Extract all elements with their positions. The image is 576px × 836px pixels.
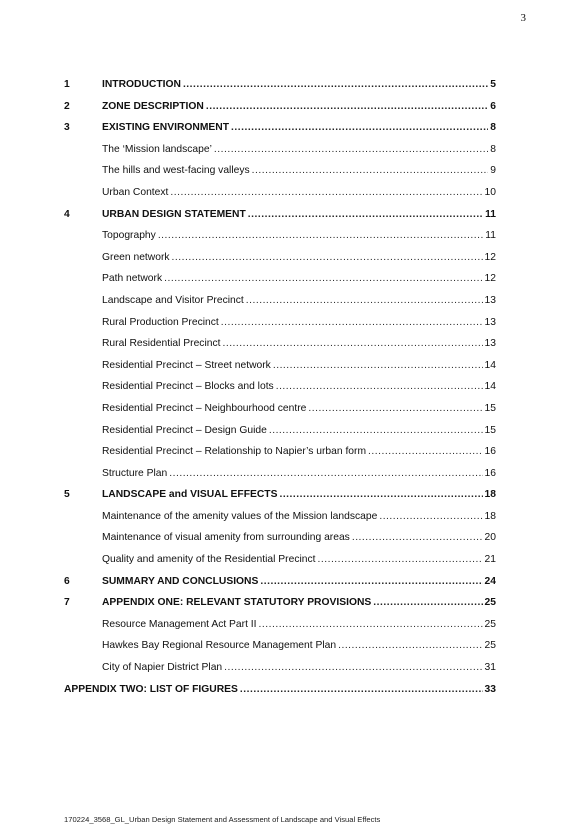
page-number: 3 [520, 12, 526, 24]
toc-entry-page: 13 [484, 294, 496, 306]
toc-entry-title: ZONE DESCRIPTION [102, 100, 204, 112]
toc-entry[interactable] [64, 290, 496, 312]
document-footer: 170224_3568_GL_Urban Design Statement and Assessment of Landscape and Visual Effects [64, 815, 381, 824]
toc-dot-leader [222, 333, 482, 355]
toc-entry-title: INTRODUCTION [102, 79, 181, 90]
toc-dot-leader [221, 312, 483, 334]
toc-entry-page: 5 [490, 79, 496, 90]
toc-entry-page: 24 [484, 575, 496, 587]
toc-dot-leader [231, 117, 488, 139]
toc-dot-leader [246, 290, 483, 312]
toc-entry[interactable] [64, 614, 496, 636]
toc-entry[interactable] [64, 247, 496, 269]
toc-entry-title: Quality and amenity of the Residential Precinct [102, 554, 316, 566]
toc-entry-title: APPENDIX TWO: LIST OF FIGURES [64, 683, 238, 695]
toc-entry-title: Rural Production Precinct [102, 316, 219, 328]
toc-entry-title: LANDSCAPE and VISUAL EFFECTS [102, 489, 278, 501]
toc-entry-page: 21 [484, 554, 496, 566]
toc-entry-page: 25 [484, 618, 496, 630]
toc-dot-leader [373, 592, 482, 614]
toc-entry-title: Landscape and Visitor Precinct [102, 294, 244, 306]
toc-entry-page: 9 [490, 165, 496, 177]
toc-entry-title: Hawkes Bay Regional Resource Management Plan [102, 640, 337, 652]
toc-entry-page: 15 [484, 402, 496, 414]
toc-dot-leader [214, 139, 488, 161]
toc-entry-title: SUMMARY AND CONCLUSIONS [102, 575, 259, 587]
toc-entry-title: The ‘Mission landscape’ [102, 143, 212, 155]
toc-entry-title: Maintenance of visual amenity from surrounding areas [102, 532, 350, 544]
toc-entry-page: 25 [484, 597, 496, 609]
toc-entry[interactable] [64, 679, 496, 701]
toc-entry-page: 8 [490, 122, 496, 134]
toc-entry-title: Resource Management Act Part II [102, 618, 257, 630]
toc-entry-title: EXISTING ENVIRONMENT [102, 122, 230, 134]
toc-dot-leader [248, 204, 483, 226]
toc-entry-page: 11 [485, 230, 496, 242]
toc-dot-leader [276, 376, 483, 398]
toc-entry-page: 12 [484, 273, 496, 285]
toc-entry[interactable] [64, 160, 496, 182]
toc-dot-leader [206, 96, 488, 118]
toc-entry[interactable] [64, 376, 496, 398]
toc-entry-title: Topography [102, 230, 156, 242]
toc-entry-page: 25 [484, 640, 496, 652]
toc-entry-title: Rural Residential Precinct [102, 338, 221, 350]
toc-dot-leader [224, 657, 482, 679]
toc-entry[interactable] [64, 420, 496, 442]
toc-entry-number: 7 [64, 597, 70, 609]
toc-entry[interactable] [64, 355, 496, 377]
toc-dot-leader [169, 463, 482, 485]
toc-entry-page: 10 [484, 186, 496, 198]
toc-entry[interactable] [64, 441, 496, 463]
toc-dot-leader [318, 549, 483, 571]
toc-entry[interactable] [64, 182, 496, 204]
toc-entry[interactable] [64, 117, 496, 139]
toc-entry-page: 14 [484, 359, 496, 371]
toc-dot-leader [164, 268, 482, 290]
toc-dot-leader [260, 571, 482, 593]
toc-entry-title: Urban Context [102, 186, 169, 198]
table-of-contents [64, 74, 496, 700]
toc-entry[interactable] [64, 592, 496, 614]
toc-entry[interactable] [64, 96, 496, 118]
toc-entry-title: The hills and west-facing valleys [102, 165, 250, 177]
toc-entry[interactable] [64, 571, 496, 593]
toc-entry-page: 18 [484, 510, 496, 522]
toc-entry-page: 18 [484, 489, 496, 501]
toc-entry-title: Structure Plan [102, 467, 168, 479]
toc-entry-number: 6 [64, 575, 70, 587]
toc-entry[interactable] [64, 506, 496, 528]
toc-entry-page: 6 [490, 100, 496, 112]
toc-entry[interactable] [64, 139, 496, 161]
toc-entry-page: 15 [484, 424, 496, 436]
toc-entry-page: 12 [484, 251, 496, 263]
toc-dot-leader [170, 182, 482, 204]
toc-entry-page: 16 [484, 467, 496, 479]
toc-entry[interactable] [64, 549, 496, 571]
toc-entry-title: Green network [102, 251, 170, 263]
toc-entry-number: 4 [64, 208, 70, 220]
toc-dot-leader [158, 225, 483, 247]
toc-entry[interactable] [64, 484, 496, 506]
toc-entry-page: 14 [484, 381, 496, 393]
toc-entry-page: 33 [484, 683, 496, 695]
toc-dot-leader [273, 355, 483, 377]
toc-entry-page: 31 [484, 662, 496, 674]
toc-dot-leader [279, 484, 482, 506]
toc-dot-leader [259, 614, 483, 636]
toc-entry[interactable] [64, 527, 496, 549]
toc-entry-title: Residential Precinct – Blocks and lots [102, 381, 274, 393]
toc-dot-leader [338, 635, 482, 657]
toc-dot-leader [269, 420, 483, 442]
toc-dot-leader [172, 247, 483, 269]
toc-entry-title: Maintenance of the amenity values of the Mission landscape [102, 510, 378, 522]
toc-entry-number: 2 [64, 100, 70, 112]
toc-entry[interactable] [64, 268, 496, 290]
toc-entry-page: 8 [490, 143, 496, 155]
toc-entry-title: Residential Precinct – Neighbourhood centre [102, 402, 307, 414]
toc-dot-leader [352, 527, 483, 549]
toc-dot-leader [368, 441, 482, 463]
toc-dot-leader [379, 506, 482, 528]
toc-entry[interactable] [64, 333, 496, 355]
toc-entry[interactable] [64, 463, 496, 485]
toc-entry[interactable] [64, 225, 496, 247]
toc-entry-number: 1 [64, 79, 70, 90]
toc-entry-title: Residential Precinct – Street network [102, 359, 271, 371]
toc-entry-page: 16 [484, 446, 496, 458]
toc-entry[interactable] [64, 204, 496, 226]
toc-entry-page: 20 [484, 532, 496, 544]
toc-entry[interactable] [64, 398, 496, 420]
toc-entry-title: URBAN DESIGN STATEMENT [102, 208, 246, 220]
toc-entry-page: 13 [484, 338, 496, 350]
toc-entry-number: 5 [64, 489, 70, 501]
toc-entry-title: City of Napier District Plan [102, 662, 223, 674]
toc-entry-title: Residential Precinct – Design Guide [102, 424, 267, 436]
toc-entry-title: Path network [102, 273, 163, 285]
toc-entry[interactable] [64, 74, 496, 96]
toc-entry[interactable] [64, 312, 496, 334]
toc-entry-number: 3 [64, 122, 70, 134]
toc-entry-page: 11 [485, 208, 496, 220]
toc-entry-title: APPENDIX ONE: RELEVANT STATUTORY PROVISIONS [102, 597, 372, 609]
toc-dot-leader [183, 74, 488, 96]
toc-dot-leader [240, 679, 483, 701]
toc-entry[interactable] [64, 635, 496, 657]
toc-entry-page: 13 [484, 316, 496, 328]
toc-dot-leader [308, 398, 482, 420]
toc-entry-title: Residential Precinct – Relationship to Napier’s urban form [102, 446, 367, 458]
toc-entry[interactable] [64, 657, 496, 679]
toc-dot-leader [252, 160, 489, 182]
